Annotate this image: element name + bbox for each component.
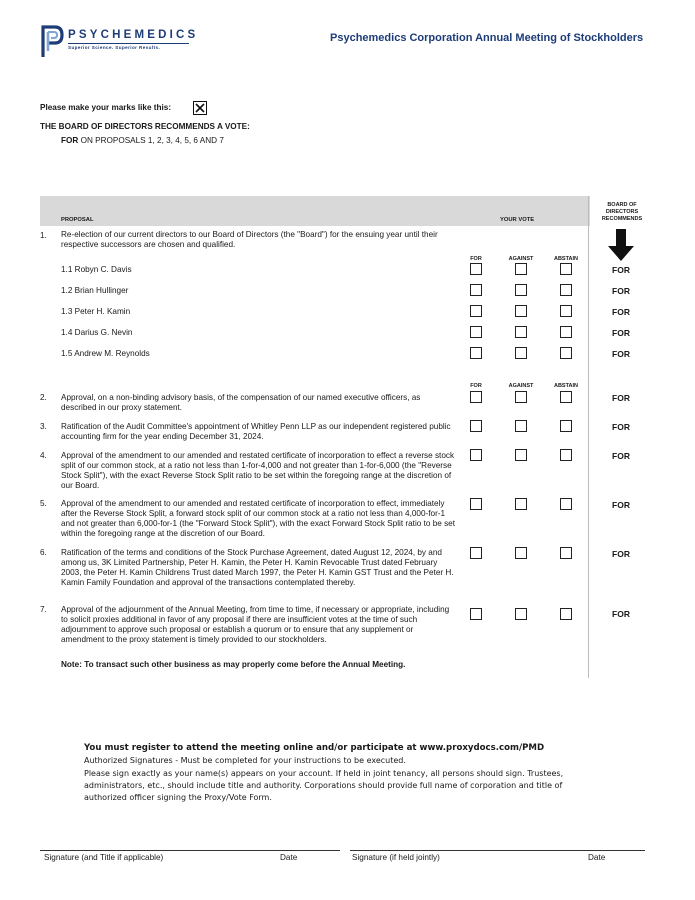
date-label-2: Date (588, 853, 606, 862)
col-against-label: AGAINST (508, 256, 534, 262)
board-rec-value: FOR (612, 286, 630, 296)
board-rec-value: FOR (612, 422, 630, 432)
vote-for-checkbox[interactable] (470, 347, 482, 359)
proposal-text: Ratification of the Audit Committee's appointment of Whitley Penn LLP as our independent registered public accounting firm for the year ending December 31, 2024. (61, 422, 451, 442)
vote-against-checkbox[interactable] (515, 547, 527, 559)
proposal-text: Approval of the amendment to our amended and restated certificate of incorporation to effect a reverse stock split of our common stock, at a ratio not less than 1-for-4,000 and not greater than 1-for-6,000 (the "Reverse Stock Split"), with the exact Reverse Stock Split ratio to be set within the foregoing range at the discretion of our Board. (61, 451, 455, 491)
signature-label-1: Signature (and Title if applicable) (44, 853, 164, 862)
vote-for-checkbox[interactable] (470, 326, 482, 338)
nominee-label: 1.2 Brian Hullinger (61, 286, 129, 295)
proposal-number: 3. (40, 422, 47, 431)
board-rec-value: FOR (612, 265, 630, 275)
on-proposals: ON PROPOSALS 1, 2, 3, 4, 5, 6 AND 7 (80, 136, 224, 145)
board-rec-value: FOR (612, 328, 630, 338)
your-vote-header: YOUR VOTE (500, 217, 535, 223)
recommend-arrow-icon (608, 229, 634, 261)
proposal-number: 6. (40, 548, 47, 557)
logo-tagline: Superior Science. Superior Results. (68, 45, 161, 50)
vote-against-checkbox[interactable] (515, 284, 527, 296)
nominee-label: 1.3 Peter H. Kamin (61, 307, 131, 316)
vote-abstain-checkbox[interactable] (560, 498, 572, 510)
vote-abstain-checkbox[interactable] (560, 284, 572, 296)
vote-against-checkbox[interactable] (515, 347, 527, 359)
vote-abstain-checkbox[interactable] (560, 347, 572, 359)
board-rec-value: FOR (612, 609, 630, 619)
vote-abstain-checkbox[interactable] (560, 305, 572, 317)
vote-abstain-checkbox[interactable] (560, 608, 572, 620)
proposals-line (61, 136, 224, 147)
proposal-1-text: Re-election of our current directors to our Board of Directors (the "Board") for the ensuing year until their respective successors are chosen and qualified. (61, 230, 438, 250)
proposal-number: 2. (40, 393, 47, 402)
proposal-header: PROPOSAL (61, 217, 94, 223)
board-rec-value: FOR (612, 500, 630, 510)
logo (40, 24, 199, 60)
nominee-label: 1.4 Darius G. Nevin (61, 328, 133, 337)
vote-against-checkbox[interactable] (515, 608, 527, 620)
marks-instruction: Please make your marks like this: (40, 103, 172, 112)
sign-instructions: Please sign exactly as your name(s) appears on your account. If held in joint tenancy, all persons should sign. Trustees, administrators, etc., should include title and authority. Corporations should provide full name of corporation and title of authorized officer signing the Proxy/Vote Form. (84, 769, 564, 802)
vote-for-checkbox[interactable] (470, 449, 482, 461)
board-rec-header: BOARD OF DIRECTORS RECOMMENDS (601, 202, 643, 222)
proposal-text: Approval of the amendment to our amended and restated certificate of incorporation to effect, immediately after the Reverse Stock Split, a forward stock split of our common stock at a ratio not less than 4,000-for-1 and not greater than 6,000-for-1 (the "Forward Stock Split"), with the exact Forward Stock Split ratio to be set within the foregoing range at the discretion of our Board. (61, 499, 455, 539)
vote-against-checkbox[interactable] (515, 449, 527, 461)
vote-against-checkbox[interactable] (515, 263, 527, 275)
signature-label-2: Signature (if held jointly) (352, 853, 440, 862)
board-rec-value: FOR (612, 393, 630, 403)
vote-abstain-checkbox[interactable] (560, 420, 572, 432)
col-against-label: AGAINST (508, 383, 534, 389)
vote-abstain-checkbox[interactable] (560, 391, 572, 403)
logo-underline (68, 43, 189, 44)
proposal-text: Ratification of the terms and conditions of the Stock Purchase Agreement, dated August 12, 2024, by and among us, 3K Limited Partnership, Peter H. Kamin, the Peter H. Kamin Revocable Trust dated February 2003, the Peter H. Kamin Childrens Trust dated March 1997, the Peter H. Kamin GST Trust and the Peter H. Kamin Family Foundation and approval of the transactions contemplated thereby. (61, 548, 454, 588)
vote-against-checkbox[interactable] (515, 391, 527, 403)
date-label-1: Date (280, 853, 298, 862)
register-notice: You must register to attend the meeting online and/or participate at www.proxydocs.com/PMD (84, 743, 545, 753)
vote-abstain-checkbox[interactable] (560, 547, 572, 559)
vote-for-checkbox[interactable] (470, 305, 482, 317)
vote-against-checkbox[interactable] (515, 326, 527, 338)
board-rec-value: FOR (612, 549, 630, 559)
signature-line-1[interactable] (40, 850, 340, 851)
logo-mark-icon (40, 24, 64, 58)
logo-brand: PSYCHEMEDICS (68, 29, 199, 41)
signature-line-2[interactable] (350, 850, 645, 851)
proposal-1-number: 1. (40, 231, 47, 240)
nominee-label: 1.1 Robyn C. Davis (61, 265, 132, 274)
proposal-number: 4. (40, 451, 47, 460)
vote-for-checkbox[interactable] (470, 547, 482, 559)
col-abstain-label: ABSTAIN (553, 256, 579, 262)
board-rec-value: FOR (612, 451, 630, 461)
vote-against-checkbox[interactable] (515, 498, 527, 510)
vote-for-checkbox[interactable] (470, 391, 482, 403)
board-rec-value: FOR (612, 307, 630, 317)
board-rec-value: FOR (612, 349, 630, 359)
col-abstain-label: ABSTAIN (553, 383, 579, 389)
for-word: FOR (61, 136, 79, 145)
vote-abstain-checkbox[interactable] (560, 263, 572, 275)
proposal-number: 5. (40, 499, 47, 508)
vote-for-checkbox[interactable] (470, 608, 482, 620)
proposal-number: 7. (40, 605, 47, 614)
vote-for-checkbox[interactable] (470, 263, 482, 275)
vote-abstain-checkbox[interactable] (560, 326, 572, 338)
vote-for-checkbox[interactable] (470, 284, 482, 296)
rec-column-divider (588, 196, 589, 678)
other-business-note: Note: To transact such other business as may properly come before the Annual Meeting. (61, 660, 406, 669)
col-for-label: FOR (470, 256, 482, 262)
vote-against-checkbox[interactable] (515, 305, 527, 317)
proposal-text: Approval of the adjournment of the Annual Meeting, from time to time, if necessary or appropriate, including to solicit proxies additional in favor of any proposal if there are insufficient votes at the time of such adjournment to approve such proposal or establish a quorum or to ensure that any supplement or amendment to the proxy statement is timely provided to our stockholders. (61, 605, 450, 645)
vote-against-checkbox[interactable] (515, 420, 527, 432)
authorized-signatures: Authorized Signatures - Must be completed for your instructions to be executed. (84, 756, 406, 765)
vote-abstain-checkbox[interactable] (560, 449, 572, 461)
col-for-label: FOR (470, 383, 482, 389)
sample-mark-icon (193, 101, 207, 115)
vote-for-checkbox[interactable] (470, 498, 482, 510)
board-recommendation: THE BOARD OF DIRECTORS RECOMMENDS A VOTE: (40, 122, 250, 131)
proposal-text: Approval, on a non-binding advisory basis, of the compensation of our named executive officers, as described in our proxy statement. (61, 393, 421, 413)
nominee-label: 1.5 Andrew M. Reynolds (61, 349, 150, 358)
vote-for-checkbox[interactable] (470, 420, 482, 432)
page-title: Psychemedics Corporation Annual Meeting of Stockholders (330, 32, 644, 44)
